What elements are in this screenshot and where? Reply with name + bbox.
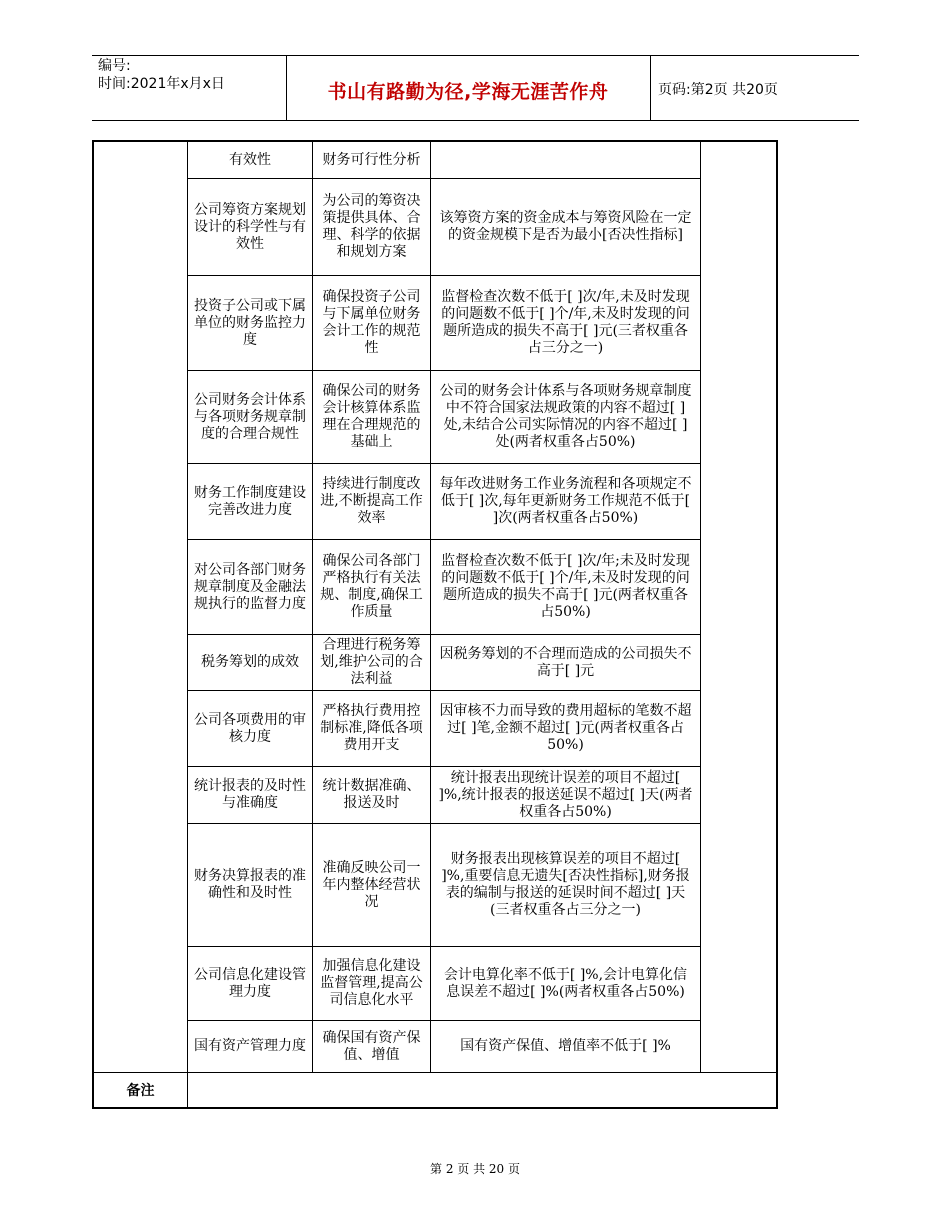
header-bottom-rule [92, 120, 859, 121]
row-name: 公司各项费用的审核力度 [194, 711, 306, 745]
row-name: 统计报表的及时性与准确度 [194, 778, 306, 811]
row-goal: 合理进行税务筹划,维护公司的合法利益 [320, 637, 423, 687]
row-goal: 严格执行费用控制标准,降低各项费用开支 [320, 703, 423, 753]
row-standard: 监督检查次数不低于[ ]次/年;未及时发现的问题数不低于[ ]个/年,未及时发现的问题所造成的损失不高于[ ]元(两者权重各占50%) [441, 553, 690, 620]
row-standard: 因税务筹划的不合理而造成的公司损失不高于[ ]元 [439, 645, 692, 679]
row-goal: 确保投资子公司与下属单位财务会计工作的规范性 [322, 289, 421, 356]
remark-row-divider [94, 1072, 776, 1073]
document-number-label: 编号: [98, 58, 131, 74]
row-goal: 统计数据准确、报送及时 [322, 778, 421, 811]
row-standard: 财务报表出现核算误差的项目不超过[ ]%,重要信息无遗失[否决性指标],财务报表的编制与报送的延误时间不超过[ ]天(三者权重各占三分之一) [441, 851, 690, 918]
row-name: 税务筹划的成效 [201, 654, 299, 670]
row-goal: 加强信息化建设监督管理,提高公司信息化水平 [320, 958, 423, 1008]
row-standard: 国有资产保值、增值率不低于[ ]% [460, 1038, 671, 1054]
row-goal: 确保公司的财务会计核算体系监理在合理规范的基础上 [322, 383, 421, 450]
row-goal: 确保国有资产保值、增值 [322, 1029, 421, 1063]
header-page-number: 页码:第2页 共20页 [658, 82, 778, 98]
page-footer: 第 2 页 共 20 页 [430, 1162, 520, 1176]
row-goal: 准确反映公司一年内整体经营状况 [322, 859, 421, 910]
remark-label: 备注 [126, 1083, 155, 1099]
row-name: 投资子公司或下属单位的财务监控力度 [194, 297, 306, 348]
document-time-label: 时间:2021年x月x日 [98, 76, 225, 92]
header-motto: 书山有路勤为径,学海无涯苦作舟 [327, 81, 609, 103]
row-goal: 为公司的筹资决策提供具体、合理、科学的依据和规划方案 [322, 193, 421, 260]
row-name: 对公司各部门财务规章制度及金融法规执行的监督力度 [194, 561, 306, 612]
row-standard: 统计报表出现统计误差的项目不超过[ ]%,统计报表的报送延误不超过[ ]天(两者权重各占50%) [438, 769, 693, 820]
row-goal: 财务可行性分析 [322, 152, 421, 168]
row-standard [431, 143, 700, 178]
header-top-rule [92, 55, 859, 56]
row-standard: 监督检查次数不低于[ ]次/年,未及时发现的问题数不低于[ ]个/年,未及时发现的问题所造成的损失不高于[ ]元(三者权重各占三分之一) [441, 289, 690, 356]
row-standard: 因审核不力而导致的费用超标的笔数不超过[ ]笔,金额不超过[ ]元(两者权重各占50%) [439, 703, 692, 753]
assessment-table [92, 140, 778, 1109]
page-header [92, 55, 859, 121]
row-name: 公司筹资方案规划设计的科学性与有效性 [194, 201, 306, 252]
header-divider-right [650, 56, 651, 120]
row-name: 公司信息化建设管理力度 [194, 966, 306, 1000]
row-name: 财务工作制度建设完善改进力度 [194, 484, 306, 518]
row-name: 财务决算报表的准确性和及时性 [194, 868, 306, 901]
row-standard: 公司的财务会计体系与各项财务规章制度中不符合国家法规政策的内容不超过[ ]处,未结合公司实际情况的内容不超过[ ]处(两者权重各占50%) [439, 383, 692, 450]
row-standard: 会计电算化率不低于[ ]%,会计电算化信息误差不超过[ ]%(两者权重各占50%) [443, 966, 688, 1000]
row-goal: 确保公司各部门严格执行有关法规、制度,确保工作质量 [320, 553, 423, 620]
header-meta [98, 57, 225, 93]
col-divider-4 [700, 142, 701, 1072]
row-name: 公司财务会计体系与各项财务规章制度的合理合规性 [194, 391, 306, 442]
row-standard: 该筹资方案的资金成本与筹资风险在一定的资金规模下是否为最小[否决性指标] [439, 210, 692, 243]
row-name: 有效性 [229, 152, 271, 168]
row-name: 国有资产管理力度 [194, 1038, 306, 1054]
row-standard: 每年改进财务工作业务流程和各项规定不低于[ ]次,每年更新财务工作规范不低于[ ]次(两者权重各占50%) [439, 476, 692, 526]
row-goal: 持续进行制度改进,不断提高工作效率 [320, 476, 423, 526]
